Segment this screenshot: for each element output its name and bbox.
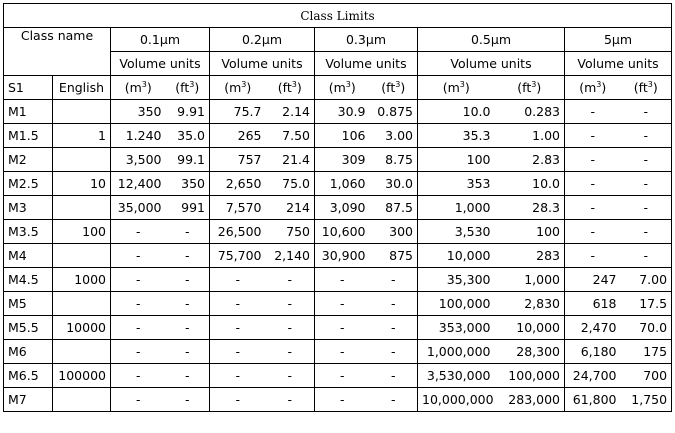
class-s1-cell: M2.5 [4, 172, 53, 196]
value-m3-cell: 1,060 [315, 172, 370, 196]
table-row [4, 124, 672, 148]
unit-ft3: $(ft^3)$ [266, 76, 315, 100]
value-ft3-cell: - [370, 388, 418, 412]
value-m3-cell: 3,530,000 [418, 364, 495, 388]
value-ft3-cell: 875 [370, 244, 418, 268]
unit-ft3: $(ft^3)$ [370, 76, 418, 100]
table-row [4, 244, 672, 268]
value-ft3-cell: - [266, 316, 315, 340]
table-row [4, 220, 672, 244]
value-m3-cell: 106 [315, 124, 370, 148]
value-m3-cell: 24,700 [565, 364, 621, 388]
value-m3-cell: 10.0 [418, 100, 495, 124]
value-m3-cell: 350 [111, 100, 166, 124]
value-m3-cell: - [111, 388, 166, 412]
value-ft3-cell: - [370, 364, 418, 388]
value-m3-cell: - [565, 244, 621, 268]
value-m3-cell: 1,000,000 [418, 340, 495, 364]
value-ft3-cell: 100 [495, 220, 565, 244]
class-s1-cell: M3 [4, 196, 53, 220]
value-ft3-cell: 283 [495, 244, 565, 268]
unit-ft3: $(ft^3)$ [621, 76, 672, 100]
value-m3-cell: 61,800 [565, 388, 621, 412]
value-m3-cell: - [565, 100, 621, 124]
value-ft3-cell: 0.875 [370, 100, 418, 124]
value-m3-cell: 35,300 [418, 268, 495, 292]
table-row [4, 364, 672, 388]
value-m3-cell: 30,900 [315, 244, 370, 268]
value-m3-cell: - [111, 220, 166, 244]
class-english-cell: 10 [53, 172, 111, 196]
value-m3-cell: 10,000 [418, 244, 495, 268]
value-ft3-cell: - [166, 340, 210, 364]
value-m3-cell: - [111, 244, 166, 268]
value-m3-cell: 10,600 [315, 220, 370, 244]
value-ft3-cell: 700 [621, 364, 672, 388]
size-header-0-2: 0.2μm [210, 28, 315, 52]
value-ft3-cell: 0.283 [495, 100, 565, 124]
value-ft3-cell: - [621, 196, 672, 220]
value-ft3-cell: 2.14 [266, 100, 315, 124]
value-ft3-cell: 28,300 [495, 340, 565, 364]
table-row [4, 196, 672, 220]
size-header-row [4, 28, 672, 52]
value-ft3-cell: 214 [266, 196, 315, 220]
value-m3-cell: - [210, 292, 266, 316]
value-ft3-cell: 87.5 [370, 196, 418, 220]
value-ft3-cell: - [166, 220, 210, 244]
value-m3-cell: 26,500 [210, 220, 266, 244]
value-m3-cell: 757 [210, 148, 266, 172]
unit-m3: $(m^3)$ [210, 76, 266, 100]
value-m3-cell: - [210, 340, 266, 364]
title-row [4, 4, 672, 28]
value-m3-cell: - [565, 196, 621, 220]
value-ft3-cell: 2.83 [495, 148, 565, 172]
value-m3-cell: - [111, 340, 166, 364]
value-m3-cell: 35,000 [111, 196, 166, 220]
value-m3-cell: 2,470 [565, 316, 621, 340]
size-header-0-3: 0.3μm [315, 28, 418, 52]
value-ft3-cell: 7.50 [266, 124, 315, 148]
value-m3-cell: 7,570 [210, 196, 266, 220]
value-ft3-cell: 2,830 [495, 292, 565, 316]
english-header: English [53, 76, 111, 100]
value-m3-cell: - [111, 292, 166, 316]
value-ft3-cell: 283,000 [495, 388, 565, 412]
value-m3-cell: - [111, 316, 166, 340]
s1-header: S1 [4, 76, 53, 100]
unit-m3: $(m^3)$ [565, 76, 621, 100]
value-m3-cell: 265 [210, 124, 266, 148]
value-m3-cell: - [315, 388, 370, 412]
units-row [4, 76, 672, 100]
class-english-cell [53, 100, 111, 124]
unit-m3: $(m^3)$ [418, 76, 495, 100]
value-ft3-cell: - [166, 268, 210, 292]
value-m3-cell: 353,000 [418, 316, 495, 340]
table-row [4, 388, 672, 412]
value-ft3-cell: 350 [166, 172, 210, 196]
value-ft3-cell: 9.91 [166, 100, 210, 124]
value-m3-cell: - [210, 364, 266, 388]
class-english-cell: 100 [53, 220, 111, 244]
table-row [4, 292, 672, 316]
class-s1-cell: M6 [4, 340, 53, 364]
value-m3-cell: - [565, 220, 621, 244]
class-english-cell [53, 388, 111, 412]
value-m3-cell: 30.9 [315, 100, 370, 124]
value-m3-cell: 75,700 [210, 244, 266, 268]
value-m3-cell: - [565, 124, 621, 148]
value-m3-cell: - [210, 388, 266, 412]
value-m3-cell: 3,500 [111, 148, 166, 172]
volume-units-header: Volume units [111, 52, 210, 76]
value-ft3-cell: - [370, 316, 418, 340]
class-english-cell: 10000 [53, 316, 111, 340]
value-m3-cell: 35.3 [418, 124, 495, 148]
data-rows [4, 100, 672, 412]
unit-m3: $(m^3)$ [315, 76, 370, 100]
class-s1-cell: M5.5 [4, 316, 53, 340]
value-ft3-cell: 750 [266, 220, 315, 244]
value-m3-cell: 309 [315, 148, 370, 172]
value-m3-cell: 10,000,000 [418, 388, 495, 412]
value-ft3-cell: - [370, 268, 418, 292]
value-ft3-cell: - [266, 340, 315, 364]
value-m3-cell: - [210, 316, 266, 340]
value-ft3-cell: 35.0 [166, 124, 210, 148]
class-s1-cell: M5 [4, 292, 53, 316]
value-ft3-cell: - [266, 388, 315, 412]
value-ft3-cell: 10.0 [495, 172, 565, 196]
table-row [4, 340, 672, 364]
value-ft3-cell: 175 [621, 340, 672, 364]
table-row [4, 268, 672, 292]
class-limits-table [3, 3, 672, 412]
value-ft3-cell: - [266, 292, 315, 316]
value-ft3-cell: 2,140 [266, 244, 315, 268]
value-m3-cell: 6,180 [565, 340, 621, 364]
value-m3-cell: - [111, 364, 166, 388]
unit-ft3: $(ft^3)$ [495, 76, 565, 100]
class-english-cell: 1 [53, 124, 111, 148]
unit-ft3: $(ft^3)$ [166, 76, 210, 100]
class-english-cell [53, 292, 111, 316]
table-row [4, 172, 672, 196]
value-m3-cell: - [315, 364, 370, 388]
table-row [4, 100, 672, 124]
value-m3-cell: - [315, 268, 370, 292]
size-header-0-1: 0.1μm [111, 28, 210, 52]
value-m3-cell: 2,650 [210, 172, 266, 196]
value-m3-cell: 100 [418, 148, 495, 172]
value-m3-cell: - [565, 172, 621, 196]
size-header-5: 5μm [565, 28, 672, 52]
value-m3-cell: - [210, 268, 266, 292]
value-m3-cell: 1.240 [111, 124, 166, 148]
value-m3-cell: - [565, 148, 621, 172]
value-ft3-cell: - [266, 364, 315, 388]
class-s1-cell: M1 [4, 100, 53, 124]
value-ft3-cell: 991 [166, 196, 210, 220]
value-m3-cell: 3,530 [418, 220, 495, 244]
value-m3-cell: - [315, 340, 370, 364]
value-ft3-cell: - [166, 364, 210, 388]
value-ft3-cell: 70.0 [621, 316, 672, 340]
value-ft3-cell: - [621, 244, 672, 268]
table-title: Class Limits [4, 4, 672, 28]
value-ft3-cell: - [621, 172, 672, 196]
value-m3-cell: 247 [565, 268, 621, 292]
value-ft3-cell: 28.3 [495, 196, 565, 220]
value-m3-cell: 75.7 [210, 100, 266, 124]
value-ft3-cell: 3.00 [370, 124, 418, 148]
value-ft3-cell: - [370, 340, 418, 364]
value-m3-cell: 12,400 [111, 172, 166, 196]
value-ft3-cell: - [621, 220, 672, 244]
value-ft3-cell: 1,750 [621, 388, 672, 412]
unit-m3: $(m^3)$ [111, 76, 166, 100]
value-ft3-cell: - [370, 292, 418, 316]
size-header-0-5: 0.5μm [418, 28, 565, 52]
value-ft3-cell: 1,000 [495, 268, 565, 292]
value-ft3-cell: 99.1 [166, 148, 210, 172]
value-ft3-cell: - [621, 124, 672, 148]
value-m3-cell: - [315, 292, 370, 316]
value-ft3-cell: - [166, 316, 210, 340]
value-ft3-cell: 7.00 [621, 268, 672, 292]
value-ft3-cell: 100,000 [495, 364, 565, 388]
volume-units-header: Volume units [565, 52, 672, 76]
value-m3-cell: 618 [565, 292, 621, 316]
class-english-cell [53, 340, 111, 364]
class-s1-cell: M2 [4, 148, 53, 172]
value-m3-cell: - [111, 268, 166, 292]
class-english-cell [53, 196, 111, 220]
value-ft3-cell: - [166, 292, 210, 316]
value-ft3-cell: 75.0 [266, 172, 315, 196]
class-s1-cell: M7 [4, 388, 53, 412]
value-m3-cell: 3,090 [315, 196, 370, 220]
value-ft3-cell: 10,000 [495, 316, 565, 340]
value-m3-cell: - [315, 316, 370, 340]
table-row [4, 316, 672, 340]
value-ft3-cell: 1.00 [495, 124, 565, 148]
class-english-cell: 100000 [53, 364, 111, 388]
class-english-cell [53, 244, 111, 268]
class-s1-cell: M1.5 [4, 124, 53, 148]
value-m3-cell: 100,000 [418, 292, 495, 316]
volume-units-header: Volume units [315, 52, 418, 76]
table-row [4, 148, 672, 172]
value-ft3-cell: 21.4 [266, 148, 315, 172]
value-ft3-cell: 300 [370, 220, 418, 244]
value-ft3-cell: 8.75 [370, 148, 418, 172]
volume-units-header: Volume units [418, 52, 565, 76]
value-ft3-cell: - [621, 148, 672, 172]
value-ft3-cell: - [166, 244, 210, 268]
value-m3-cell: 1,000 [418, 196, 495, 220]
class-s1-cell: M3.5 [4, 220, 53, 244]
value-ft3-cell: 17.5 [621, 292, 672, 316]
value-ft3-cell: - [166, 388, 210, 412]
class-name-header: Class name [4, 28, 111, 76]
class-english-cell: 1000 [53, 268, 111, 292]
class-s1-cell: M4.5 [4, 268, 53, 292]
value-ft3-cell: 30.0 [370, 172, 418, 196]
value-m3-cell: 353 [418, 172, 495, 196]
class-s1-cell: M4 [4, 244, 53, 268]
volume-units-header: Volume units [210, 52, 315, 76]
class-english-cell [53, 148, 111, 172]
class-s1-cell: M6.5 [4, 364, 53, 388]
value-ft3-cell: - [266, 268, 315, 292]
value-ft3-cell: - [621, 100, 672, 124]
